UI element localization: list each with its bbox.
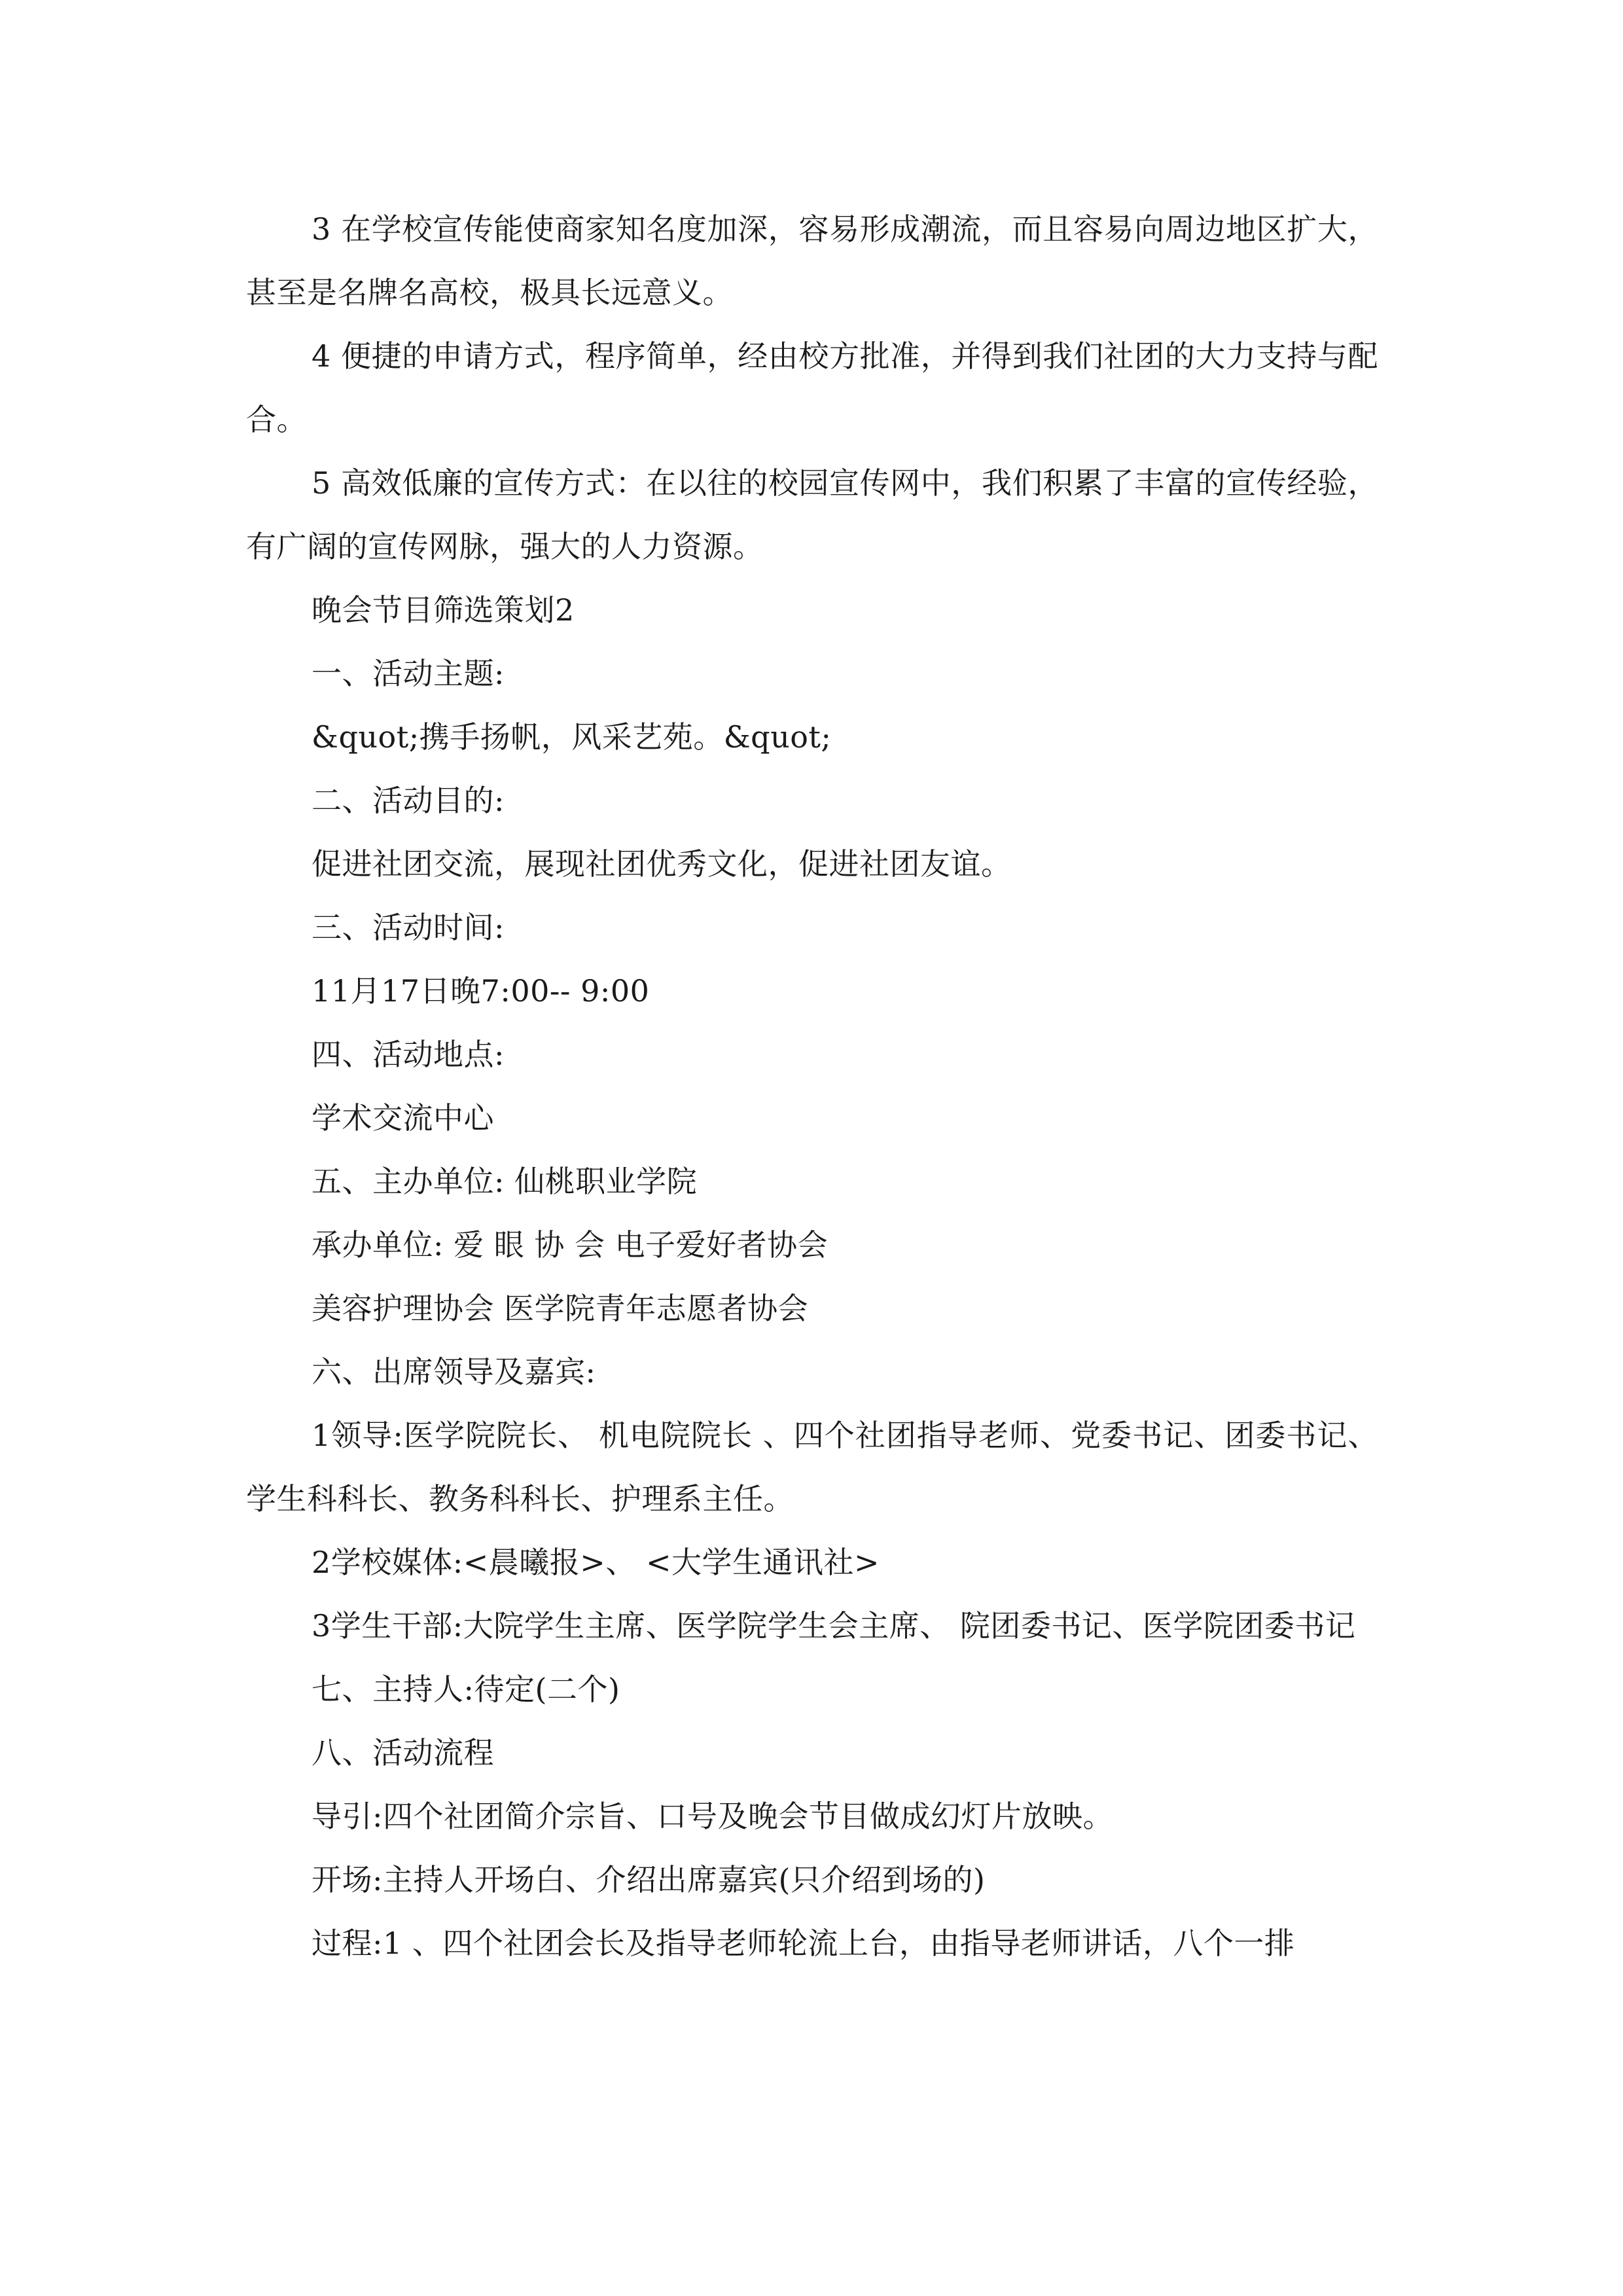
paragraph: 承办单位: 爱 眼 协 会 电子爱好者协会 xyxy=(312,1227,829,1263)
heading: 二、活动目的: xyxy=(312,783,505,818)
heading: 七、主持人:待定(二个) xyxy=(312,1672,620,1707)
paragraph: 开场:主持人开场白、介绍出席嘉宾(只介绍到场的) xyxy=(312,1862,986,1897)
paragraph: 导引:四个社团简介宗旨、口号及晚会节目做成幻灯片放映。 xyxy=(312,1799,1113,1834)
paragraph: &quot;携手扬帆，风采艺苑。&quot; xyxy=(312,719,832,755)
paragraph: 美容护理协会 医学院青年志愿者协会 xyxy=(312,1291,809,1326)
heading: 六、出席领导及嘉宾: xyxy=(312,1354,596,1390)
heading: 一、活动主题: xyxy=(312,656,505,691)
paragraph: 5 高效低廉的宣传方式：在以往的校园宣传网中，我们积累了丰富的宣传经验，有广阔的宣传网脉，强大的人力资源。 xyxy=(246,465,1378,564)
heading: 三、活动时间: xyxy=(312,910,505,945)
heading: 四、活动地点: xyxy=(312,1037,505,1072)
paragraph: 3学生干部:大院学生主席、医学院学生会主席、 院团委书记、医学院团委书记 xyxy=(312,1608,1356,1643)
paragraph: 1领导:医学院院长、 机电院院长 、四个社团指导老师、党委书记、团委书记、学生科科长、教务科科长、护理系主任。 xyxy=(246,1418,1378,1516)
paragraph: 4 便捷的申请方式，程序简单，经由校方批准，并得到我们社团的大力支持与配合。 xyxy=(246,338,1378,437)
heading: 八、活动流程 xyxy=(312,1735,494,1770)
paragraph: 学术交流中心 xyxy=(312,1100,494,1136)
paragraph: 促进社团交流，展现社团优秀文化，促进社团友谊。 xyxy=(312,846,1012,882)
document-body xyxy=(246,198,1378,1975)
paragraph: 3 在学校宣传能使商家知名度加深，容易形成潮流，而且容易向周边地区扩大，甚至是名牌名高校，极具长远意义。 xyxy=(246,211,1378,310)
paragraph: 2学校媒体:<晨曦报>、 <大学生通讯社> xyxy=(312,1545,880,1580)
paragraph: 11月17日晚7:00-- 9:00 xyxy=(312,973,650,1009)
section-title: 晚会节目筛选策划2 xyxy=(312,592,575,628)
paragraph: 过程:1 、四个社团会长及指导老师轮流上台，由指导老师讲话，八个一排 xyxy=(312,1926,1295,1961)
heading: 五、主办单位: 仙桃职业学院 xyxy=(312,1164,698,1199)
